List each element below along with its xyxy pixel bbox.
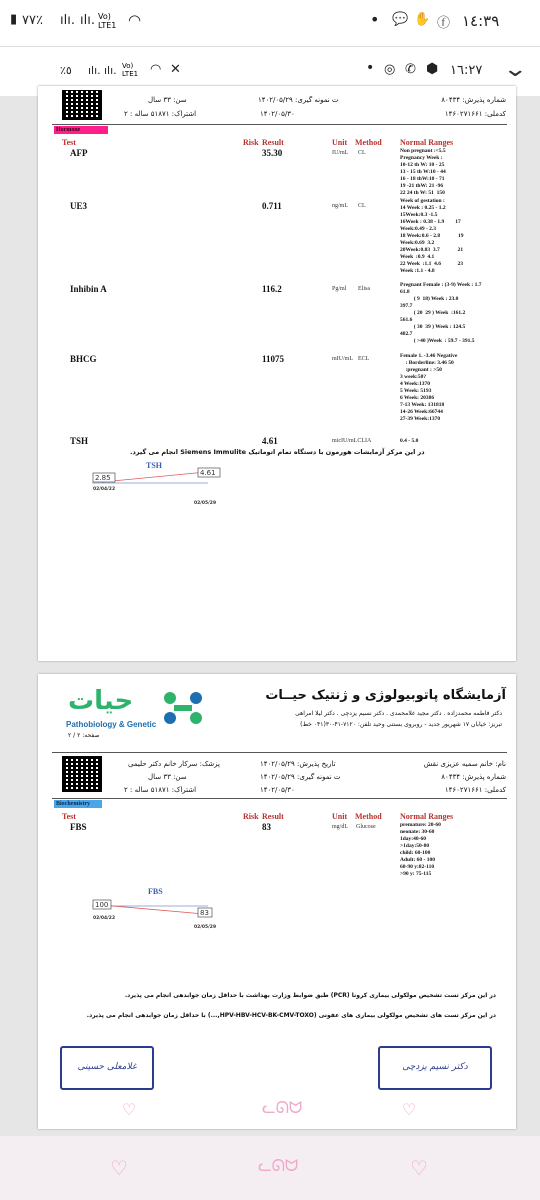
test-range: Week of gestation : 14 Week : 0.25 - 1.2 15Week:0.3 -1.5 16Week : 0.38 - 1.9 17 Week:0.49 - 2.3 18 Week:0.6 - 2.8 19 Week:0.69 3.2 20Week:0.83 3.7 21 Week :0.9 4.1 22 Week :1.1 4.6 23 Week :1.1 - 4.8 <box>400 198 464 274</box>
signal-icon: ıl‌ı. <box>60 13 75 28</box>
trend-line <box>102 905 204 914</box>
point-label-prev: 2.85 <box>95 474 111 482</box>
note-pcr: در این مرکز تست تشخیص مولکولی بیماری کرونا (PCR) طبق ضوابط وزارت بهداشت با حداقل زمان جوابدهی انجام می پذیرد. <box>124 992 496 999</box>
chevron-down-icon[interactable]: ⌄ <box>502 57 529 82</box>
stamp-right <box>378 1046 492 1090</box>
age: سن: ۳۳ سال <box>148 773 187 781</box>
subscription: اشتراک: ۵۱۸۷۱ ساله : ۲ <box>124 110 197 118</box>
test-unit: micIU/mLCLIA <box>332 438 372 444</box>
whatsapp-icon: ✆ <box>405 62 416 77</box>
cat-face-icon[interactable]: ᓚᘏᗢ <box>262 1098 303 1117</box>
col-normal-ranges: Normal Ranges <box>400 812 454 821</box>
tsh-trend-chart <box>88 460 228 510</box>
admission-number: شماره پذیرش: ۸۰۴۳۴ <box>441 773 506 781</box>
signal-icon-2: ıl‌ı. <box>80 13 95 28</box>
test-range: 0.4 - 5.0 <box>400 438 419 444</box>
logo-subtitle: Pathobiology & Genetic <box>66 720 157 729</box>
test-unit: mg/dL <box>332 824 348 830</box>
dot-icon-inner: • <box>366 60 375 76</box>
section-tag-hormone: Hormone <box>54 126 108 134</box>
report-date: ۱۴۰۲/۰۵/۳۰ <box>260 786 295 794</box>
test-result: 0.711 <box>262 201 282 211</box>
wifi-icon: ◠ <box>128 11 142 29</box>
col-normal-ranges: Normal Ranges <box>400 138 454 147</box>
date-curr: 02/05/29 <box>194 925 217 930</box>
heart-icon[interactable]: ♡ <box>110 1156 128 1180</box>
clock-time-inner: ١٦:٢٧ <box>450 63 483 78</box>
document-viewer[interactable] <box>0 96 540 1136</box>
reaction-bar <box>0 1136 540 1200</box>
report-page-1 <box>38 86 516 661</box>
stamp-right-signature: دکتر نسیم یزدچی <box>402 1062 468 1072</box>
date-prev: 02/04/22 <box>93 487 116 492</box>
test-result: 11075 <box>262 354 285 364</box>
sampling-date: ت نمونه گیری: ۱۴۰۲/۰۵/۲۹ <box>258 96 339 104</box>
patient-name: نام: خانم سمیه عزیزی نقش <box>423 760 506 768</box>
col-method: Method <box>355 812 382 821</box>
col-test: Test <box>62 812 76 821</box>
age: سن: ۳۳ سال <box>148 96 187 104</box>
signal-icon-inner: ıl‌ı. <box>88 64 101 77</box>
stamp-left <box>60 1046 154 1090</box>
admission-number: شماره پذیرش: ۸۰۴۳۴ <box>441 96 506 104</box>
outer-status-bar <box>0 0 540 46</box>
sampling-date: ت نمونه گیری: ۱۴۰۲/۰۵/۲۹ <box>260 773 341 781</box>
mute-icon: ✕ <box>170 62 181 77</box>
test-name: FBS <box>70 822 87 832</box>
divider <box>52 752 507 753</box>
cat-face-icon[interactable]: ᓚᘏᗢ <box>258 1156 299 1175</box>
test-unit: ng/mL <box>332 203 348 209</box>
page-number: صفحه: ۲ / ۲ <box>68 732 100 739</box>
facebook-icon: ⓕ <box>437 16 451 31</box>
col-result: Result <box>262 138 284 147</box>
chart-title: FBS <box>148 887 163 896</box>
national-id: کدملی: ۱۴۶۰۲۷۱۶۶۱ <box>444 786 506 794</box>
network-label-inner: Vo) LTE1 <box>122 62 139 78</box>
signal-icon-inner-2: ıl‌ı. <box>104 64 117 77</box>
chart-title: TSH <box>146 461 163 470</box>
battery-icon: ▮ <box>10 12 18 27</box>
logo-text: حیات <box>68 686 134 716</box>
clock-time: ١٤:٣٩ <box>462 12 500 30</box>
col-risk: Risk <box>243 812 259 821</box>
test-range: Pregnant Female : (3-9) Week : 1.7 61.8 ( 9 18) Week : 23.0 397.7 ( 20 29 ) Week :161.2 561.6 ( 30 39 ) Week : 124.5 482.7 ( >40 )Week : 59.7 - 391.5 <box>400 282 482 344</box>
battery-level-inner: ٪٥ <box>60 64 72 77</box>
col-unit: Unit <box>332 138 348 147</box>
fbs-trend-chart <box>88 886 228 941</box>
test-range: Female 1. -3.46 Negative : Borderline: 3.46 50 :pregnant : >50 3 week:50? 4 Week:1370 5 Week: 5193 6 Week: 20386 7-13 Week: 131818 14-26 Week:66744 27-39 Week:1370 <box>400 353 458 422</box>
hormone-footnote: در این مرکز آزمایشات هورمون با دستگاه تمام اتوماتیک Siemens Immulite انجام می گیرد. <box>130 448 425 456</box>
reaction-row-inner <box>0 1096 540 1126</box>
logo-mark-icon <box>158 688 208 728</box>
point-label-curr: 83 <box>200 909 209 917</box>
heart-icon[interactable]: ♡ <box>410 1156 428 1180</box>
test-name: TSH <box>70 436 89 446</box>
report-date: ۱۴۰۲/۰۵/۳۰ <box>260 110 295 118</box>
test-result: 4.61 <box>262 436 278 446</box>
test-result: 83 <box>262 822 271 832</box>
test-unit: IU/mL <box>332 150 349 156</box>
national-id: کدملی: ۱۴۶۰۲۷۱۶۶۱ <box>444 110 506 118</box>
qr-code <box>62 90 102 120</box>
test-unit: Pg/ml <box>332 286 347 292</box>
test-unit: mIU/mL <box>332 356 353 362</box>
lab-doctors: دکتر فاطمه محمدزاده . دکتر مجید غلامحمدی . دکتر نسیم یزدچی . دکتر لیلا امراهی <box>295 710 502 717</box>
test-range: Non pregnant :<5.5 Pregnancy Week : 10-12 th W: 10 - 25 13 - 15 th W:10 - 44 16 - 18 thW:10 - 71 19 -21 thW: 21 -96 22 24 th W: 51 150 <box>400 148 446 196</box>
lab-address: تبریز: خیابان ۱۷ شهریور جدید - روبروی بستنی وحید تلفن: ۷۱۲۰-۴۱-۳۰(۰۴۱ خط) <box>300 721 502 728</box>
test-method: Elisa <box>358 286 370 292</box>
battery-level: ٧٧٪ <box>22 13 43 28</box>
test-name: Inhibin A <box>70 284 107 294</box>
col-unit: Unit <box>332 812 348 821</box>
instagram-icon: ◎ <box>384 62 396 77</box>
admission-date: تاریخ پذیرش: ۱۴۰۲/۰۵/۲۹ <box>260 760 336 768</box>
test-name: UE3 <box>70 201 88 211</box>
note-molecular: در این مرکز تست های تشخیص مولکولی بیماری های عفونی (HPV-HBV-HCV-BK-CMV-TOXO,...) با حداقل زمان جوابدهی انجام می پذیرد. <box>86 1012 496 1019</box>
qr-code <box>62 756 102 792</box>
lab-title: آزمایشگاه پاتوبیولوژی و ژنتیک حیــات <box>265 688 506 703</box>
col-risk: Risk <box>243 138 259 147</box>
col-method: Method <box>355 138 382 147</box>
physician: پزشک: سرکار خانم دکتر حلیمی <box>128 760 220 768</box>
vibrate-icon: ✋ <box>414 12 431 27</box>
test-method: CL <box>358 203 366 209</box>
date-curr: 02/05/29 <box>194 501 217 506</box>
wifi-icon-inner: ◠ <box>150 62 162 77</box>
divider <box>52 124 507 125</box>
report-page-2 <box>38 674 516 1129</box>
shield-icon: ⬢ <box>426 61 439 77</box>
heart-icon[interactable]: ♡ <box>122 1100 137 1119</box>
test-name: AFP <box>70 148 88 158</box>
trend-line <box>102 472 206 482</box>
test-name: BHCG <box>70 354 97 364</box>
subscription: اشتراک: ۵۱۸۷۱ ساله : ۲ <box>124 786 197 794</box>
lab-logo <box>58 686 218 746</box>
divider <box>52 798 507 799</box>
col-test: Test <box>62 138 76 147</box>
test-method: Glucose <box>356 824 376 830</box>
test-method: CL <box>358 150 366 156</box>
stamp-left-signature: غلامعلی حسینی <box>77 1062 137 1072</box>
test-result: 35.30 <box>262 148 283 158</box>
section-tag-biochemistry: Biochemistry <box>54 800 102 808</box>
test-method: ECL <box>358 356 370 362</box>
chat-icon: 💬 <box>392 12 409 27</box>
col-result: Result <box>262 812 284 821</box>
heart-icon[interactable]: ♡ <box>402 1100 417 1119</box>
point-label-prev: 100 <box>95 901 109 909</box>
network-label: Vo) LTE1 <box>98 12 117 30</box>
dot-icon: • <box>370 10 380 29</box>
test-range: premature: 20-60 neonate: 30-60 1day:40-60 >1day:50-80 child: 60-100 Adult: 60 - 100 60-90 y:82-110 >90 y: 75-115 <box>400 822 441 877</box>
date-prev: 02/04/22 <box>93 916 116 921</box>
test-result: 116.2 <box>262 284 282 294</box>
point-label-curr: 4.61 <box>200 469 216 477</box>
